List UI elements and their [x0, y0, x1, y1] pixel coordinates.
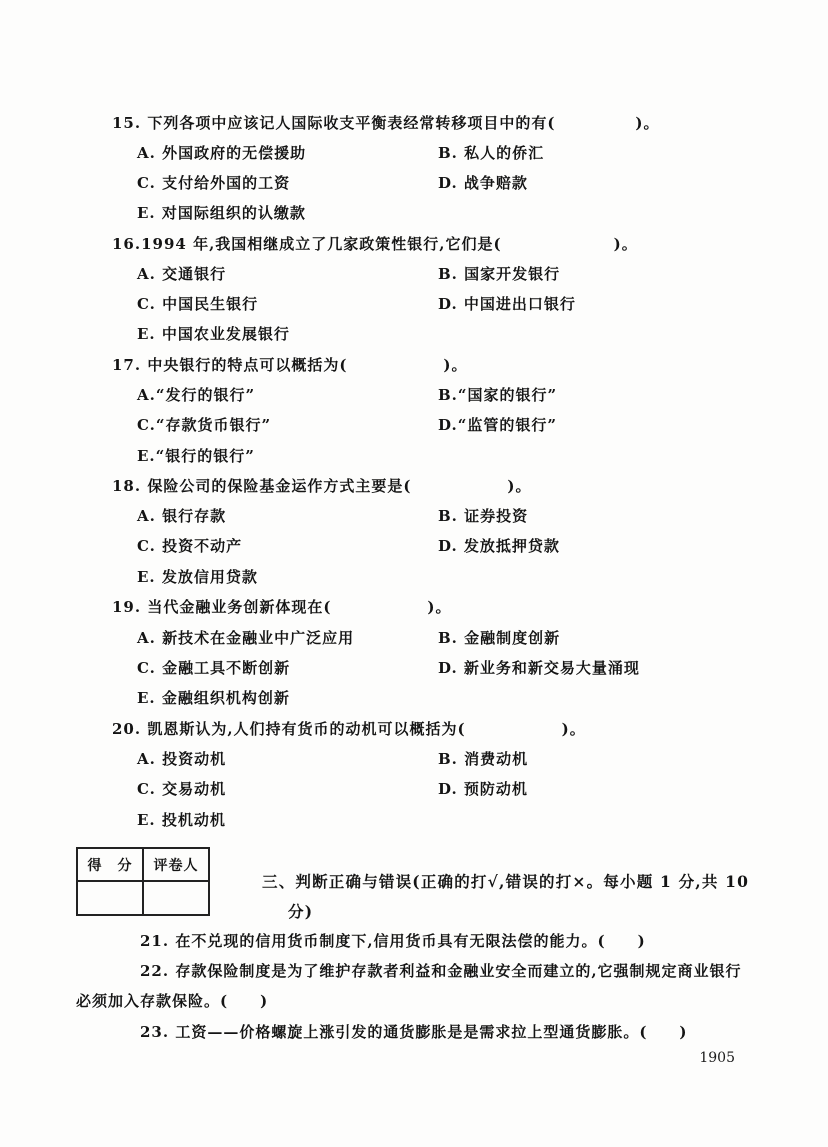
- question-15-option-b: B. 私人的侨汇: [438, 144, 545, 162]
- question-23: 23. 工资——价格螺旋上涨引发的通货膨胀是是需求拉上型通货膨胀。( ): [140, 1023, 688, 1041]
- grader-label: 评卷人: [143, 848, 209, 881]
- question-15-option-a: A. 外国政府的无偿援助: [137, 144, 307, 162]
- question-20-option-b: B. 消费动机: [438, 750, 529, 768]
- question-19-option-b: B. 金融制度创新: [438, 629, 561, 647]
- question-21: 21. 在不兑现的信用货币制度下,信用货币具有无限法偿的能力。( ): [140, 932, 646, 950]
- question-17-option-b: B.“国家的银行”: [438, 386, 558, 404]
- question-17-option-d: D.“监管的银行”: [438, 416, 557, 434]
- question-16-option-a: A. 交通银行: [137, 265, 227, 283]
- question-19-option-a: A. 新技术在金融业中广泛应用: [137, 629, 355, 647]
- question-19-stem: 19. 当代金融业务创新体现在( )。: [112, 598, 452, 616]
- question-20-option-d: D. 预防动机: [438, 780, 528, 798]
- question-19-option-d: D. 新业务和新交易大量涌现: [438, 659, 640, 677]
- score-table: [76, 847, 210, 916]
- question-20-stem: 20. 凯恩斯认为,人们持有货币的动机可以概括为( )。: [112, 720, 586, 738]
- question-16-stem: 16.1994 年,我国相继成立了几家政策性银行,它们是( )。: [112, 235, 638, 253]
- score-label: 得 分: [77, 848, 143, 881]
- question-22-line1: 22. 存款保险制度是为了维护存款者利益和金融业安全而建立的,它强制规定商业银行: [140, 962, 742, 980]
- section-three-heading-line2: 分): [288, 902, 314, 921]
- question-18-option-e: E. 发放信用贷款: [137, 568, 258, 586]
- section-three-heading-line1: 三、判断正确与错误(正确的打√,错误的打×。每小题 1 分,共 10: [262, 872, 750, 891]
- question-15-stem: 15. 下列各项中应该记人国际收支平衡表经常转移项目中的有( )。: [112, 114, 660, 132]
- question-16-option-e: E. 中国农业发展银行: [137, 325, 290, 343]
- question-18-option-d: D. 发放抵押贷款: [438, 537, 560, 555]
- question-18-stem: 18. 保险公司的保险基金运作方式主要是( )。: [112, 477, 532, 495]
- question-16-option-d: D. 中国进出口银行: [438, 295, 576, 313]
- page-number: 1905: [699, 1050, 735, 1066]
- question-20-option-e: E. 投机动机: [137, 811, 226, 829]
- question-16-option-c: C. 中国民生银行: [137, 295, 259, 313]
- question-18-option-a: A. 银行存款: [137, 507, 227, 525]
- question-20-option-a: A. 投资动机: [137, 750, 227, 768]
- score-cell: [77, 881, 143, 915]
- question-19-option-e: E. 金融组织机构创新: [137, 689, 290, 707]
- question-18-option-c: C. 投资不动产: [137, 537, 243, 555]
- question-17-stem: 17. 中央银行的特点可以概括为( )。: [112, 356, 468, 374]
- question-18-option-b: B. 证券投资: [438, 507, 529, 525]
- question-19-option-c: C. 金融工具不断创新: [137, 659, 291, 677]
- question-15-option-c: C. 支付给外国的工资: [137, 174, 291, 192]
- question-16-option-b: B. 国家开发银行: [438, 265, 561, 283]
- question-17-option-e: E.“银行的银行”: [137, 447, 255, 465]
- question-20-option-c: C. 交易动机: [137, 780, 227, 798]
- grader-cell: [143, 881, 209, 915]
- question-17-option-a: A.“发行的银行”: [137, 386, 256, 404]
- question-22-line2: 必须加入存款保险。( ): [76, 992, 269, 1010]
- question-15-option-e: E. 对国际组织的认缴款: [137, 204, 306, 222]
- question-17-option-c: C.“存款货币银行”: [137, 416, 272, 434]
- question-15-option-d: D. 战争赔款: [438, 174, 528, 192]
